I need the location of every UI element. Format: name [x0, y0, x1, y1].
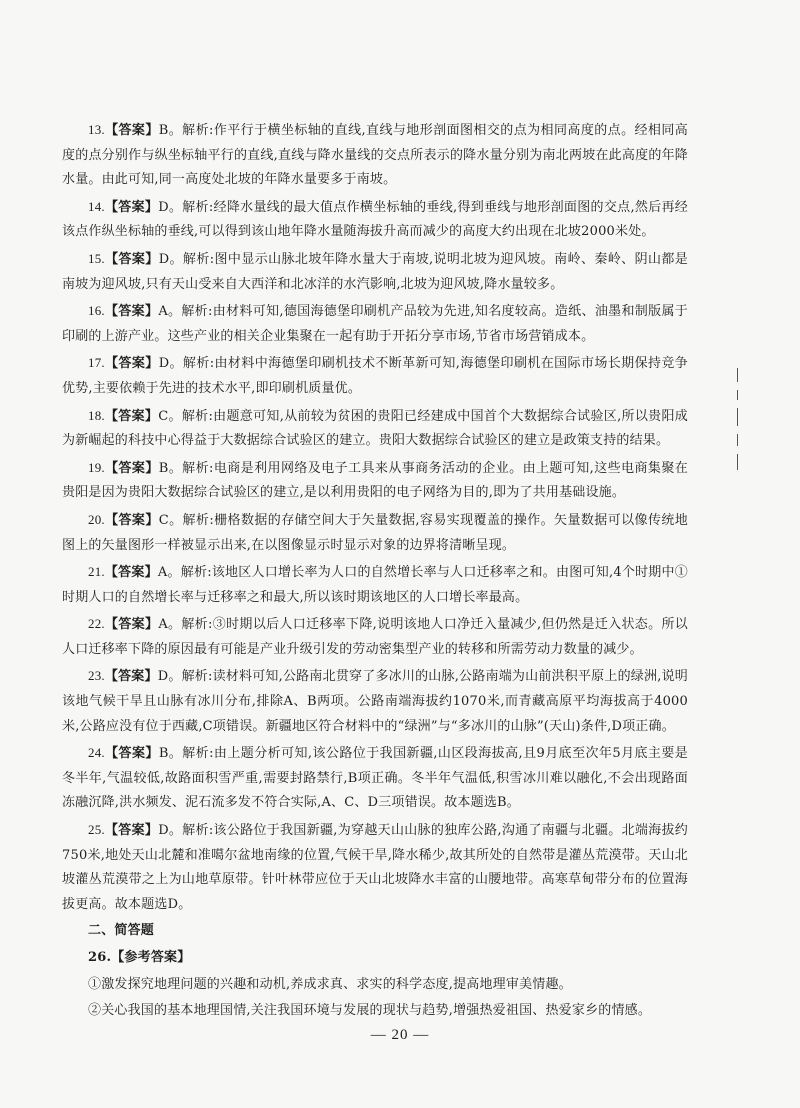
answer-item — [62, 299, 688, 349]
answer-explanation: B。解析:电商是利用网络及电子工具来从事商务活动的企业。由上题可知,这些电商集聚在贵阳是因为贵阳大数据综合试验区的建立,是以利用贵阳的电子网络为目的,即为了共用基础设施。 — [62, 460, 688, 501]
q26-point-1: ①激发探究地理问题的兴趣和动机,养成求真、求实的科学态度,提高地理审美情趣。 — [88, 976, 572, 992]
answer-explanation: A。解析:该地区人口增长率为人口的自然增长率与人口迁移率之和。由图可知,4个时期中①时期人口的自然增长率与迁移率之和最大,所以该时期该地区的人口增长率最高。 — [62, 565, 688, 605]
answer-explanation: B。解析:由上题分析可知,该公路位于我国新疆,山区段海拔高,且9月底至次年5月底主要是冬半年,气温较低,故路面积雪严重,需要封路禁行,B项正确。冬半年气温低,积雪冰川难以融化,不会出现路面冻融沉降,洪水频发、泥石流多发不符合实际,A、C、D三项错误。故本题选B。 — [62, 746, 688, 811]
answer-item — [62, 195, 688, 245]
answer-explanation: D。解析:由材料中海德堡印刷机技术不断革新可知,海德堡印刷机在国际市场长期保持竞争优势,主要依赖于先进的技术水平,即印刷机质量优。 — [62, 356, 688, 396]
section-title: 二、简答题 — [88, 923, 155, 939]
answer-tag: 【答案】 — [104, 251, 159, 267]
answer-explanation: A。解析:③时期以后人口迁移率下降,说明该地人口净迁入量减少,但仍然是迁入状态。所以人口迁移率下降的原因最有可能是产业升级引发的劳动密集型产业的转移和所需劳动力数量的减少。 — [62, 617, 688, 657]
answer-tag: 【答案】 — [104, 123, 159, 138]
answer-item — [62, 560, 688, 610]
answer-tag: 【答案】 — [104, 746, 159, 762]
answer-explanation: D。解析:经降水量线的最大值点作横坐标轴的垂线,得到垂线与地形剖面图的交点,然后再经该点作纵坐标轴的垂线,可以得到该山地年降水量随海拔升高而减少的高度大约出现在北坡2000米处。 — [62, 199, 689, 240]
answer-number: 24. — [88, 745, 105, 761]
answer-tag: 【答案】 — [104, 823, 159, 839]
answer-item — [62, 741, 688, 816]
answer-number: 18. — [88, 407, 105, 423]
answer-tag: 【答案】 — [104, 565, 158, 581]
answer-explanation: D。解析:读材料可知,公路南北贯穿了多冰川的山脉,公路南端为山前洪积平原上的绿洲,说明该地气候干旱且山脉有冰川分布,排除A、B两项。公路南端海拔约1070米,而青藏高原平均海拔高于4000米,公路应没有位于西藏,C项错误。新疆地区符合材料中的“绿洲”与“多冰川的山脉”(天山)条件,D项正确。 — [62, 669, 688, 734]
answer-number: 22. — [88, 616, 105, 632]
answer-number: 19. — [88, 459, 105, 475]
q26-number: 26. — [88, 950, 112, 965]
answer-number: 15. — [88, 250, 105, 266]
answer-item — [62, 818, 688, 917]
answer-item — [62, 612, 688, 662]
answer-number: 13. — [88, 122, 105, 137]
answer-tag: 【答案】 — [104, 669, 158, 685]
answer-tag: 【答案】 — [104, 199, 159, 215]
binding-edge-marks — [737, 368, 739, 488]
answer-explanation: B。解析:作平行于横坐标轴的直线,直线与地形剖面图相交的点为相同高度的点。经相同高度的点分别作与纵坐标轴平行的直线,直线与降水量线的交点所表示的降水量分别为南北两坡在此高度的年降水量。由此可知,同一高度处北坡的年降水量要多于南坡。 — [62, 123, 688, 188]
answer-number: 20. — [88, 511, 105, 527]
answer-tag: 【答案】 — [104, 408, 159, 424]
answer-number: 21. — [88, 564, 105, 580]
answer-explanation: D。解析:图中显示山脉北坡年降水量大于南坡,说明北坡为迎风坡。南岭、秦岭、阴山都是南坡为迎风坡,只有天山受来自大西洋和北冰洋的水汽影响,北坡为迎风坡,降水量较多。 — [62, 251, 688, 292]
answer-tag: 【答案】 — [104, 617, 159, 633]
q26-heading — [62, 946, 688, 971]
answer-item — [62, 664, 688, 739]
answer-number: 14. — [88, 198, 105, 214]
answers-list — [62, 118, 688, 917]
answer-number: 16. — [88, 303, 105, 319]
page-number: — 20 — — [370, 1027, 430, 1043]
answer-item — [62, 118, 688, 193]
q26-tag: 【参考答案】 — [111, 950, 191, 965]
answer-item — [62, 404, 688, 454]
answer-explanation: C。解析:栅格数据的存储空间大于矢量数据,容易实现覆盖的操作。矢量数据可以像传统地图上的矢量图形一样被显示出来,在以图像显示时显示对象的边界将清晰呈现。 — [62, 512, 688, 553]
answer-item — [62, 508, 688, 558]
answer-tag: 【答案】 — [104, 512, 159, 528]
answer-number: 23. — [88, 668, 105, 684]
answer-explanation: A。解析:由材料可知,德国海德堡印刷机产品较为先进,知名度较高。造纸、油墨和制版属于印刷的上游产业。这些产业的相关企业集聚在一起有助于开拓分享市场,节省市场营销成本。 — [62, 304, 688, 344]
answer-explanation: D。解析:该公路位于我国新疆,为穿越天山山脉的独库公路,沟通了南疆与北疆。北端海拔约750米,地处天山北麓和准噶尔盆地南缘的位置,气候干旱,降水稀少,故其所处的自然带是灌丛荒漠带。天山北坡灌丛荒漠带之上为山地草原带。针叶林带应位于天山北坡降水丰富的山腰地带。高寒草甸带分布的位置海拔更高。故本题选D。 — [62, 823, 689, 912]
answer-tag: 【答案】 — [104, 356, 159, 372]
answer-tag: 【答案】 — [104, 460, 159, 476]
answer-number: 17. — [88, 355, 105, 371]
answer-tag: 【答案】 — [104, 304, 159, 320]
answer-item — [62, 456, 688, 506]
answer-content — [62, 118, 688, 1026]
q26-point-2: ②关心我国的基本地理国情,关注我国环境与发展的现状与趋势,增强热爱祖国、热爱家乡的情感。 — [88, 1003, 652, 1019]
answer-item — [62, 351, 688, 401]
answer-number: 25. — [88, 822, 105, 838]
answer-item — [62, 247, 688, 297]
answer-explanation: C。解析:由题意可知,从前较为贫困的贵阳已经建成中国首个大数据综合试验区,所以贵阳成为新崛起的科技中心得益于大数据综合试验区的建立。贵阳大数据综合试验区的建立是政策支持的结果。 — [62, 408, 688, 449]
